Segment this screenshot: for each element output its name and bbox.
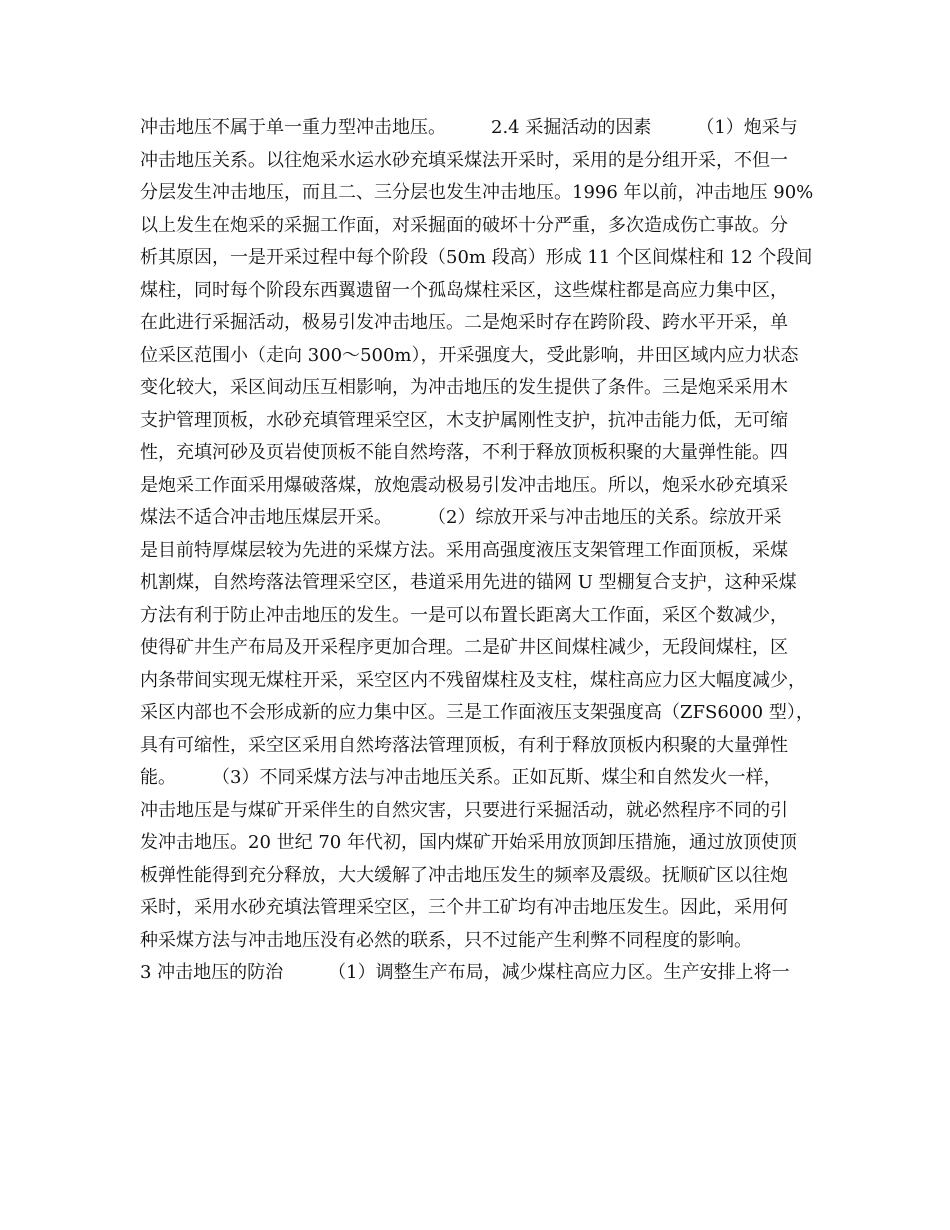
text-line: 使得矿井生产布局及开采程序更加合理。二是矿井区间煤柱减少，无段间煤柱，区 — [140, 637, 788, 658]
text-line: 发冲击地压。20 世纪 70 年代初，国内煤矿开始采用放顶卸压措施，通过放顶使顶 — [140, 832, 797, 853]
text-line: 煤法不适合冲击地压煤层开采。 （2）综放开采与冲击地压的关系。综放开采 — [140, 507, 782, 528]
text-line: 采区内部也不会形成新的应力集中区。三是工作面液压支架强度高（ZFS6000 型）， — [140, 702, 814, 723]
text-line: 以上发生在炮采的采掘工作面，对采掘面的破坏十分严重，多次造成伤亡事故。分 — [140, 214, 788, 236]
text-line: 在此进行采掘活动，极易引发冲击地压。二是炮采时存在跨阶段、跨水平开采，单 — [140, 312, 788, 333]
text-line: 是炮采工作面采用爆破落煤，放炮震动极易引发冲击地压。所以，炮采水砂充填采 — [140, 474, 788, 496]
text-line: 种采煤方法与冲击地压没有必然的联系，只不过能产生利弊不同程度的影响。 — [140, 929, 752, 951]
text-line: 析其原因，一是开采过程中每个阶段（50m 段高）形成 11 个区间煤柱和 12 个段间 — [140, 247, 813, 268]
text-line: 内条带间实现无煤柱开采，采空区内不残留煤柱及支柱，煤柱高应力区大幅度减少， — [140, 669, 806, 691]
body-text — [140, 112, 820, 990]
text-line: 能。 （3）不同采煤方法与冲击地压关系。正如瓦斯、煤尘和自然发火一样， — [140, 767, 782, 788]
text-line: 冲击地压不属于单一重力型冲击地压。 2.4 采掘活动的因素 （1）炮采与 — [140, 117, 798, 138]
text-line: 煤柱，同时每个阶段东西翼遗留一个孤岛煤柱采区，这些煤柱都是高应力集中区， — [140, 279, 788, 301]
text-line: 冲击地压关系。以往炮采水运水砂充填采煤法开采时，采用的是分组开采，不但一 — [140, 149, 788, 171]
text-line: 冲击地压是与煤矿开采伴生的自然灾害，只要进行采掘活动，就必然程序不同的引 — [140, 799, 788, 821]
text-line: 变化较大，采区间动压互相影响，为冲击地压的发生提供了条件。三是炮采采用木 — [140, 377, 788, 398]
text-line: 位采区范围小（走向 300～500m），开采强度大，受此影响，井田区域内应力状态 — [140, 344, 799, 366]
text-line: 板弹性能得到充分释放，大大缓解了冲击地压发生的频率及震级。抚顺矿区以往炮 — [140, 864, 788, 886]
text-line: 机割煤，自然垮落法管理采空区，巷道采用先进的锚网 U 型棚复合支护，这种采煤 — [140, 572, 797, 593]
text-line: 是目前特厚煤层较为先进的采煤方法。采用高强度液压支架管理工作面顶板，采煤 — [140, 539, 788, 561]
text-line: 具有可缩性，采空区采用自然垮落法管理顶板，有利于释放顶板内积聚的大量弹性 — [140, 734, 788, 756]
text-line: 性，充填河砂及页岩使顶板不能自然垮落，不利于释放顶板积聚的大量弹性能。四 — [140, 442, 788, 463]
text-line: 支护管理顶板，水砂充填管理采空区，木支护属刚性支护，抗冲击能力低，无可缩 — [140, 409, 788, 431]
text-line: 采时，采用水砂充填法管理采空区，三个井工矿均有冲击地压发生。因此，采用何 — [140, 897, 788, 918]
text-line: 3 冲击地压的防治 （1）调整生产布局，减少煤柱高应力区。生产安排上将一 — [140, 962, 790, 983]
text-line: 方法有利于防止冲击地压的发生。一是可以布置长距离大工作面，采区个数减少， — [140, 604, 788, 626]
text-line: 分层发生冲击地压，而且二、三分层也发生冲击地压。1996 年以前，冲击地压 90% — [140, 182, 814, 203]
